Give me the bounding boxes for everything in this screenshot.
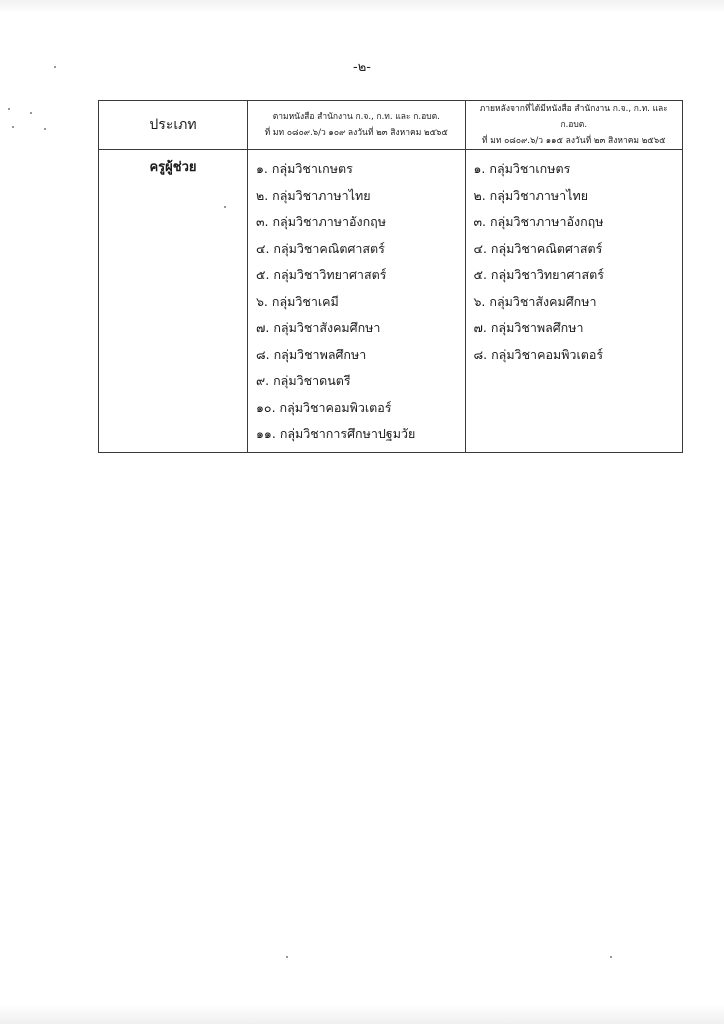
scan-speck	[8, 108, 10, 110]
old-subject-item: ๖. กลุ่มวิชาเคมี	[256, 293, 339, 309]
new-header-line-2: ที่ มท ๐๘๐๙.๖/ว ๑๑๕ ลงวันที่ ๒๓ สิงหาคม ๒๕๖๕	[481, 136, 666, 146]
scan-speck	[30, 112, 32, 114]
scan-speck	[12, 126, 14, 128]
page-number: -๒-	[353, 60, 371, 75]
old-subjects-cell	[248, 150, 466, 453]
new-header-line-1: ภายหลังจากที่ได้มีหนังสือ สำนักงาน ก.จ., ก.ท. และ ก.อบต.	[479, 104, 668, 130]
new-subject-item: ๒. กลุ่มวิชาภาษาไทย	[473, 187, 589, 203]
new-subject-item: ๘. กลุ่มวิชาคอมพิวเตอร์	[473, 346, 604, 362]
new-subject-item: ๖. กลุ่มวิชาสังคมศึกษา	[473, 293, 597, 309]
table-header-row	[99, 101, 683, 150]
old-header-line-1: ตามหนังสือ สำนักงาน ก.จ., ก.ท. และ ก.อบต.	[272, 112, 440, 122]
old-subject-item: ๑๐. กลุ่มวิชาคอมพิวเตอร์	[256, 399, 392, 415]
table-row	[99, 150, 683, 453]
new-letter-column-header	[465, 101, 683, 150]
scan-speck	[286, 956, 288, 958]
position-type-cell: ครูผู้ช่วย	[99, 150, 248, 453]
new-subject-item: ๑. กลุ่มวิชาเกษตร	[473, 161, 571, 176]
new-subject-item: ๗. กลุ่มวิชาพลศึกษา	[473, 320, 584, 335]
old-subject-item: ๙. กลุ่มวิชาดนตรี	[256, 373, 351, 388]
scan-speck	[54, 66, 56, 68]
scan-speck	[44, 128, 46, 130]
type-column-header: ประเภท	[99, 101, 248, 150]
old-subject-item: ๕. กลุ่มวิชาวิทยาศาสตร์	[256, 267, 387, 282]
new-subject-item: ๔. กลุ่มวิชาคณิตศาสตร์	[473, 240, 603, 256]
new-subjects-cell	[465, 150, 683, 453]
new-subject-item: ๕. กลุ่มวิชาวิทยาศาสตร์	[473, 267, 604, 282]
old-letter-column-header	[248, 101, 466, 150]
new-subject-item: ๓. กลุ่มวิชาภาษาอังกฤษ	[473, 214, 604, 229]
old-subject-item: ๒. กลุ่มวิชาภาษาไทย	[256, 187, 371, 203]
old-subject-item: ๘. กลุ่มวิชาพลศึกษา	[256, 346, 367, 362]
old-subject-item: ๑๑. กลุ่มวิชาการศึกษาปฐมวัย	[256, 426, 416, 441]
subject-comparison-table	[98, 100, 683, 453]
scan-speck	[610, 956, 612, 958]
old-subject-item: ๗. กลุ่มวิชาสังคมศึกษา	[256, 320, 381, 335]
old-subject-item: ๔. กลุ่มวิชาคณิตศาสตร์	[256, 240, 385, 256]
old-subject-item: ๓. กลุ่มวิชาภาษาอังกฤษ	[256, 214, 386, 229]
old-subject-item: ๑. กลุ่มวิชาเกษตร	[256, 161, 353, 176]
old-header-line-2: ที่ มท ๐๘๐๙.๖/ว ๑๐๙ ลงวันที่ ๒๓ สิงหาคม ๒๕๖๕	[264, 128, 448, 138]
